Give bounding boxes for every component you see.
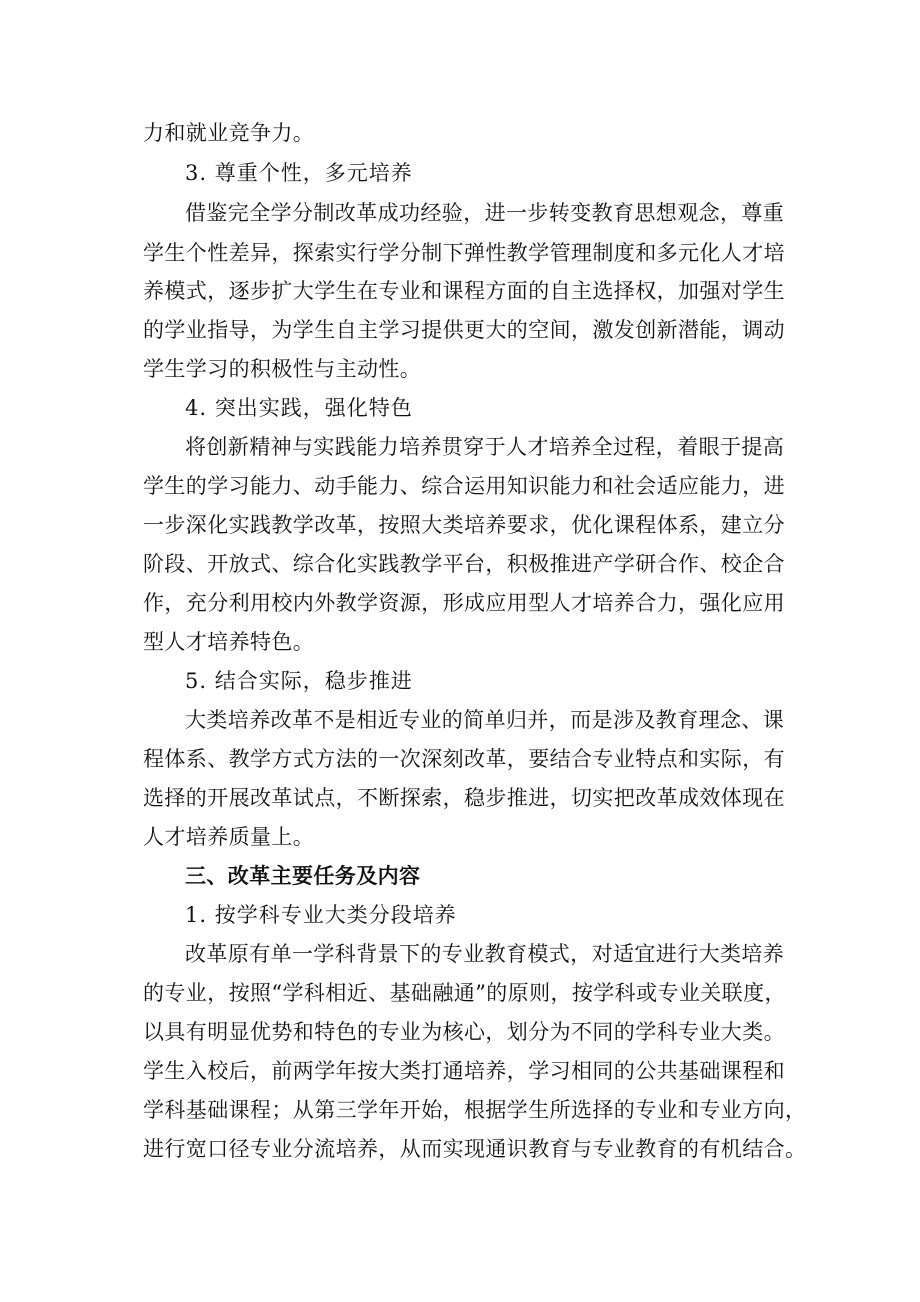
text-line: 大类培养改革不是相近专业的简单归并，而是涉及教育理念、课 bbox=[185, 708, 785, 732]
subheading: 3. 尊重个性，多元培养 bbox=[185, 161, 413, 185]
text-line: 学生的学习能力、动手能力、综合运用知识能力和社会适应能力，进 bbox=[143, 474, 785, 498]
text-line: 作，充分利用校内外教学资源，形成应用型人才培养合力，强化应用 bbox=[143, 591, 785, 615]
text-line: 型人才培养特色。 bbox=[143, 630, 315, 654]
text-line: 以具有明显优势和特色的专业为核心，划分为不同的学科专业大类。 bbox=[143, 1020, 785, 1044]
text-line: 将创新精神与实践能力培养贯穿于人才培养全过程，着眼于提高 bbox=[185, 435, 785, 459]
text-line: 学生入校后，前两学年按大类打通培养，学习相同的公共基础课程和 bbox=[143, 1059, 785, 1083]
text-line: 学科基础课程；从第三学年开始，根据学生所选择的专业和专业方向， bbox=[143, 1098, 807, 1122]
text-line: 进行宽口径专业分流培养，从而实现通识教育与专业教育的有机结合。 bbox=[143, 1137, 807, 1161]
subheading: 5. 结合实际，稳步推进 bbox=[185, 669, 413, 693]
subheading: 1. 按学科专业大类分段培养 bbox=[185, 903, 457, 927]
text-line: 改革原有单一学科背景下的专业教育模式，对适宜进行大类培养 bbox=[185, 942, 785, 966]
text-line: 的专业，按照“学科相近、基础融通”的原则，按学科或专业关联度， bbox=[143, 981, 786, 1005]
text-line: 学生学习的积极性与主动性。 bbox=[143, 357, 422, 381]
text-line: 人才培养质量上。 bbox=[143, 825, 315, 849]
subheading: 4. 突出实践，强化特色 bbox=[185, 396, 413, 420]
text-line: 养模式，逐步扩大学生在专业和课程方面的自主选择权，加强对学生 bbox=[143, 279, 785, 303]
text-line: 一步深化实践教学改革，按照大类培养要求，优化课程体系，建立分 bbox=[143, 513, 785, 537]
section-heading: 三、改革主要任务及内容 bbox=[185, 863, 421, 888]
text-line: 学生个性差异，探索实行学分制下弹性教学管理制度和多元化人才培 bbox=[143, 241, 785, 265]
text-line: 选择的开展改革试点，不断探索，稳步推进，切实把改革成效体现在 bbox=[143, 786, 785, 810]
text-line: 借鉴完全学分制改革成功经验，进一步转变教育思想观念，尊重 bbox=[185, 201, 785, 225]
text-line: 力和就业竞争力。 bbox=[143, 121, 315, 145]
text-line: 阶段、开放式、综合化实践教学平台，积极推进产学研合作、校企合 bbox=[143, 552, 785, 576]
text-line: 的学业指导，为学生自主学习提供更大的空间，激发创新潜能，调动 bbox=[143, 318, 785, 342]
text-line: 程体系、教学方式方法的一次深刻改革，要结合专业特点和实际，有 bbox=[143, 747, 785, 771]
